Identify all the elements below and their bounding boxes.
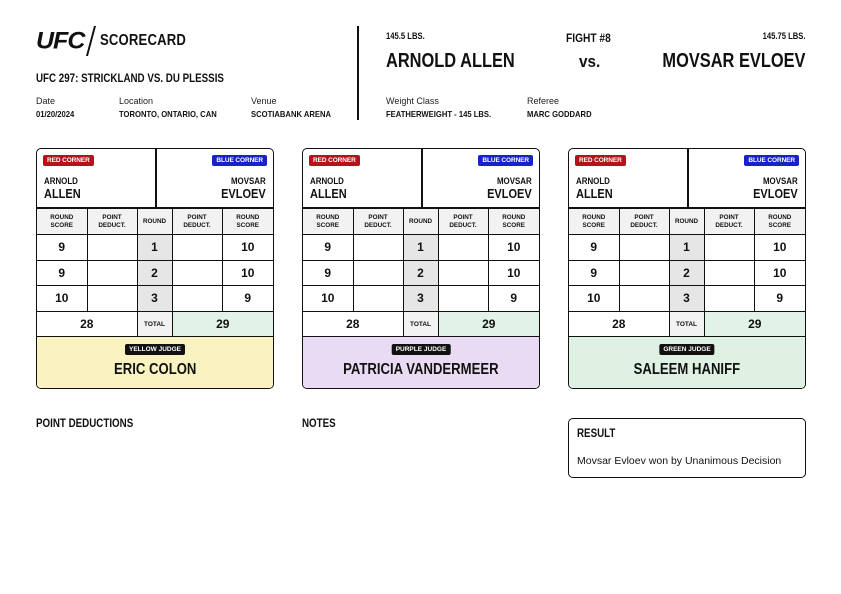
weight-class-value: FEATHERWEIGHT - 145 LBS.	[386, 109, 492, 119]
red-round-score: 10	[37, 286, 87, 312]
scorecard-wordmark: SCORECARD	[100, 32, 187, 49]
red-corner-badge: RED CORNER	[309, 155, 360, 166]
blue-round-score-header: ROUND SCORE	[754, 209, 805, 235]
round-number: 1	[669, 235, 704, 261]
round-header: ROUND	[403, 209, 438, 235]
red-point-deduct-header: POINT DEDUCT.	[619, 209, 669, 235]
location-value: TORONTO, ONTARIO, CAN	[119, 109, 217, 119]
blue-point-deduct-header: POINT DEDUCT.	[438, 209, 488, 235]
weight-class-block	[386, 96, 503, 119]
result-heading: RESULT	[577, 428, 616, 440]
blue-fighter-name: MOVSAR EVLOEV	[661, 50, 805, 72]
blue-total: 29	[704, 311, 805, 337]
total-label: TOTAL	[669, 311, 704, 337]
blue-last-name: EVLOEV	[221, 187, 266, 201]
blue-first-name: MOVSAR	[497, 176, 532, 186]
venue-block	[251, 96, 340, 119]
blue-last-name: EVLOEV	[487, 187, 532, 201]
red-first-name: ARNOLD	[44, 176, 78, 186]
score-table	[303, 208, 539, 337]
red-first-name: ARNOLD	[576, 176, 610, 186]
corner-divider	[687, 149, 689, 208]
ufc-logo	[36, 26, 205, 56]
notes-heading: NOTES	[302, 418, 336, 430]
red-total: 28	[303, 311, 403, 337]
fight-number: FIGHT #8	[566, 31, 611, 45]
referee-value: MARC GODDARD	[527, 109, 592, 119]
venue-value: SCOTIABANK ARENA	[251, 109, 332, 119]
corner-header	[569, 149, 805, 208]
round-header: ROUND	[669, 209, 704, 235]
blue-point-deduct-header: POINT DEDUCT.	[704, 209, 754, 235]
result-box	[568, 418, 806, 478]
blue-round-score: 10	[754, 235, 805, 261]
blue-round-score: 10	[488, 260, 539, 286]
blue-point-deduct	[172, 286, 222, 312]
red-round-score: 10	[569, 286, 619, 312]
red-corner-fighter	[310, 175, 347, 201]
round-number: 2	[403, 260, 438, 286]
blue-round-score: 9	[488, 286, 539, 312]
red-point-deduct	[87, 235, 137, 261]
header-divider	[357, 26, 359, 120]
round-row	[569, 260, 805, 286]
location-label: Location	[119, 96, 154, 106]
round-number: 3	[137, 286, 172, 312]
result-text: Movsar Evloev won by Unanimous Decision	[577, 455, 782, 467]
red-point-deduct	[619, 235, 669, 261]
judge-scorecard-2	[302, 148, 540, 389]
blue-point-deduct	[704, 260, 754, 286]
red-round-score-header: ROUND SCORE	[303, 209, 353, 235]
blue-round-score-header: ROUND SCORE	[222, 209, 273, 235]
round-number: 2	[669, 260, 704, 286]
red-round-score: 9	[303, 235, 353, 261]
red-corner-badge: RED CORNER	[575, 155, 626, 166]
red-round-score-header: ROUND SCORE	[37, 209, 87, 235]
blue-round-score: 10	[488, 235, 539, 261]
red-corner-fighter	[576, 175, 613, 201]
red-point-deduct	[353, 235, 403, 261]
red-point-deduct-header: POINT DEDUCT.	[353, 209, 403, 235]
round-row	[569, 286, 805, 312]
round-row	[569, 235, 805, 261]
total-label: TOTAL	[403, 311, 438, 337]
total-label: TOTAL	[137, 311, 172, 337]
red-round-score-header: ROUND SCORE	[569, 209, 619, 235]
vs-label: vs.	[579, 52, 601, 71]
red-round-score: 10	[303, 286, 353, 312]
blue-point-deduct-header: POINT DEDUCT.	[172, 209, 222, 235]
blue-round-score: 9	[754, 286, 805, 312]
round-header: ROUND	[137, 209, 172, 235]
judge-badge: GREEN JUDGE	[659, 344, 714, 355]
judge-name: SALEEM HANIFF	[633, 361, 741, 378]
score-table	[37, 208, 273, 337]
blue-total: 29	[438, 311, 539, 337]
total-row	[303, 311, 539, 337]
total-row	[569, 311, 805, 337]
round-row	[37, 260, 273, 286]
score-table	[569, 208, 805, 337]
judge-box	[569, 336, 805, 388]
score-table-header	[569, 209, 805, 235]
event-title: UFC 297: STRICKLAND VS. DU PLESSIS	[36, 73, 224, 85]
red-last-name: ALLEN	[44, 187, 81, 201]
red-point-deduct	[619, 260, 669, 286]
corner-divider	[421, 149, 423, 208]
blue-last-name: EVLOEV	[753, 187, 798, 201]
red-last-name: ALLEN	[576, 187, 613, 201]
round-row	[37, 235, 273, 261]
judge-scorecard-1	[36, 148, 274, 389]
red-point-deduct-header: POINT DEDUCT.	[87, 209, 137, 235]
red-first-name: ARNOLD	[310, 176, 344, 186]
round-row	[303, 260, 539, 286]
blue-point-deduct	[172, 235, 222, 261]
blue-corner-fighter	[487, 175, 532, 201]
corner-header	[303, 149, 539, 208]
logo-slash	[86, 26, 96, 56]
red-last-name: ALLEN	[310, 187, 347, 201]
blue-point-deduct	[438, 235, 488, 261]
round-row	[303, 286, 539, 312]
round-row	[303, 235, 539, 261]
red-round-score: 9	[569, 235, 619, 261]
blue-point-deduct	[172, 260, 222, 286]
judge-name: ERIC COLON	[113, 361, 197, 378]
blue-round-score: 10	[222, 260, 273, 286]
judge-name: PATRICIA VANDERMEER	[343, 361, 499, 378]
blue-corner-badge: BLUE CORNER	[478, 155, 533, 166]
blue-corner-badge: BLUE CORNER	[212, 155, 267, 166]
referee-block	[527, 96, 599, 119]
blue-round-score-header: ROUND SCORE	[488, 209, 539, 235]
blue-point-deduct	[704, 235, 754, 261]
judge-badge: YELLOW JUDGE	[125, 344, 185, 355]
round-number: 1	[137, 235, 172, 261]
red-point-deduct	[353, 260, 403, 286]
blue-round-score: 10	[222, 235, 273, 261]
round-number: 1	[403, 235, 438, 261]
blue-fighter-weight: 145.75 LBS.	[763, 31, 806, 41]
red-point-deduct	[87, 260, 137, 286]
round-row	[37, 286, 273, 312]
red-total: 28	[569, 311, 669, 337]
score-table-header	[37, 209, 273, 235]
judge-name-wrap	[569, 361, 805, 379]
red-total: 28	[37, 311, 137, 337]
round-number: 3	[403, 286, 438, 312]
judge-badge: PURPLE JUDGE	[392, 344, 451, 355]
red-round-score: 9	[303, 260, 353, 286]
blue-point-deduct	[704, 286, 754, 312]
red-round-score: 9	[37, 260, 87, 286]
judge-name-wrap	[37, 361, 273, 379]
blue-total: 29	[172, 311, 273, 337]
red-fighter-weight: 145.5 LBS.	[386, 31, 425, 41]
judge-box	[37, 336, 273, 388]
corner-header	[37, 149, 273, 208]
point-deductions-heading: POINT DEDUCTIONS	[36, 418, 134, 430]
red-point-deduct	[87, 286, 137, 312]
blue-corner-fighter	[221, 175, 266, 201]
venue-label: Venue	[251, 96, 277, 106]
weight-class-label: Weight Class	[386, 96, 439, 106]
total-row	[37, 311, 273, 337]
blue-point-deduct	[438, 260, 488, 286]
date-label: Date	[36, 96, 56, 106]
blue-corner-badge: BLUE CORNER	[744, 155, 799, 166]
judge-scorecard-3	[568, 148, 806, 389]
blue-round-score: 9	[222, 286, 273, 312]
red-corner-badge: RED CORNER	[43, 155, 94, 166]
blue-corner-fighter	[753, 175, 798, 201]
score-table-header	[303, 209, 539, 235]
blue-point-deduct	[438, 286, 488, 312]
judge-name-wrap	[303, 361, 539, 379]
red-corner-fighter	[44, 175, 81, 201]
date-value: 01/20/2024	[36, 109, 75, 119]
red-point-deduct	[353, 286, 403, 312]
blue-round-score: 10	[754, 260, 805, 286]
date-block	[36, 96, 79, 119]
red-round-score: 9	[37, 235, 87, 261]
red-point-deduct	[619, 286, 669, 312]
blue-first-name: MOVSAR	[231, 176, 266, 186]
location-block	[119, 96, 228, 119]
red-round-score: 9	[569, 260, 619, 286]
round-number: 3	[669, 286, 704, 312]
judge-box	[303, 336, 539, 388]
round-number: 2	[137, 260, 172, 286]
ufc-wordmark: UFC	[36, 27, 85, 54]
red-fighter-name: ARNOLD ALLEN	[386, 50, 515, 72]
corner-divider	[155, 149, 157, 208]
referee-label: Referee	[527, 96, 560, 106]
blue-first-name: MOVSAR	[763, 176, 798, 186]
